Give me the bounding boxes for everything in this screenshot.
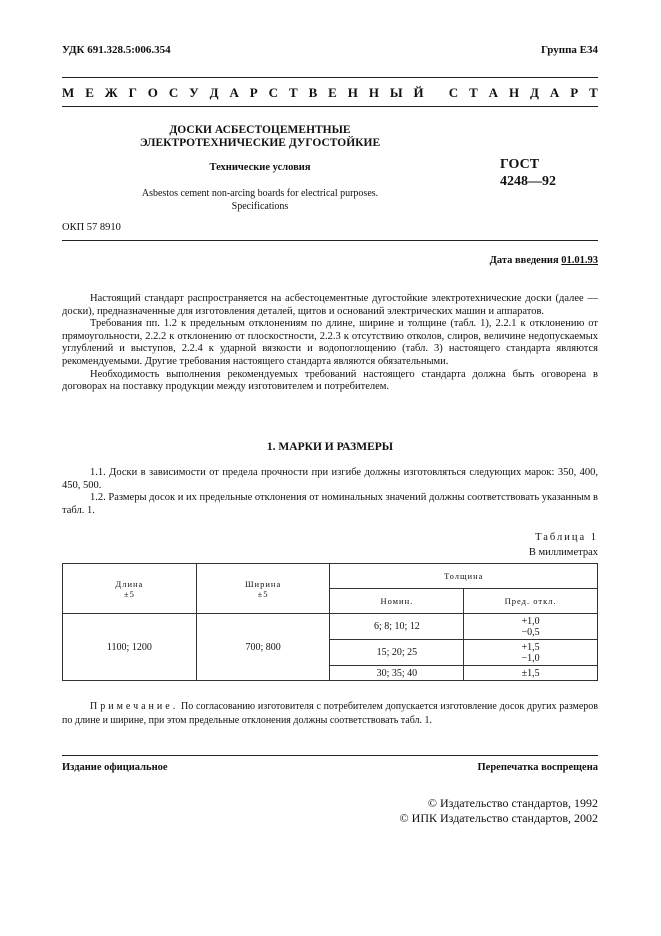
footer-rule xyxy=(62,755,598,756)
heading-letter: Ж xyxy=(104,85,118,100)
table-note xyxy=(62,700,598,728)
intro-text xyxy=(62,293,598,394)
heading-letter: Е xyxy=(85,85,94,100)
document-title xyxy=(62,124,458,150)
intro-paragraph-3: Необходимость выполнения рекомендуемых требований настоящего стандарта должна быть оговорена в договорах на поставку продукции между изготовителем и потребителем. xyxy=(62,368,598,393)
deviation-upper: +1,5 xyxy=(521,641,540,653)
introduction-date-label: Дата введения xyxy=(489,255,559,266)
introduction-date-value: 01.01.93 xyxy=(561,255,598,266)
heading-letter: С xyxy=(168,85,179,100)
heading-letter: М xyxy=(62,85,75,100)
heading-gap xyxy=(435,85,438,101)
table-caption: Таблица 1 xyxy=(535,532,598,543)
heading-rule xyxy=(62,106,598,107)
header-width xyxy=(196,564,330,614)
okp-code: ОКП 57 8910 xyxy=(62,222,121,233)
heading-letter: Ы xyxy=(389,85,403,100)
heading-letter: А xyxy=(488,85,499,100)
heading-letter: С xyxy=(268,85,279,100)
heading-letter: Р xyxy=(249,85,258,100)
heading-letter: Д xyxy=(209,85,219,100)
section-1-paragraph-1: 1.1. Доски в зависимости от предела прочности при изгибе должны изготовляться следующих марок: 350, 400, 450, 500. xyxy=(62,467,598,491)
english-title xyxy=(62,187,458,213)
heading-letter: Т xyxy=(589,85,598,100)
heading-letter: Й xyxy=(413,85,424,100)
heading-letter: А xyxy=(229,85,239,100)
gost-label: ГОСТ xyxy=(500,157,540,172)
document-subtitle: Технические условия xyxy=(209,162,311,173)
header-length xyxy=(63,564,197,614)
heading-letter: В xyxy=(308,85,318,100)
heading-letter: Е xyxy=(328,85,337,100)
cell-deviation xyxy=(464,614,598,640)
table-unit: В миллиметрах xyxy=(528,547,598,558)
intro-paragraph-2: Требования пп. 1.2 к предельным отклонениям по длине, ширине и толщине (табл. 1), 2.2.1 к отклонению от прямоугольности, 2.2.2 к отклонению от плоскостности, 2.2.3 к отсутствию отколов, слиров, величине недопускаемых углублений и выступов, 2.2.4 к ударной вязкости и водопоглощению (табл. 3) настоящего стандарта являются рекомендуемыми. Другие требования настоящего стандарта являются обязательными. xyxy=(62,318,598,367)
deviation-lower: −1,0 xyxy=(521,652,540,664)
header-deviation: Пред. откл. xyxy=(464,589,598,614)
official-edition: Издание официальное xyxy=(62,762,168,773)
group-code: Группа Е34 xyxy=(540,44,598,56)
udk-code: УДК 691.328.5:006.354 xyxy=(62,44,171,56)
heading-letter: Н xyxy=(347,85,358,100)
header-width-tolerance: ±5 xyxy=(257,588,269,599)
header-width-label: Ширина xyxy=(244,578,282,589)
heading-letter: О xyxy=(147,85,158,100)
cell-width: 700; 800 xyxy=(196,614,330,681)
table-row xyxy=(63,614,598,640)
cell-nominal: 6; 8; 10; 12 xyxy=(330,614,464,640)
header-length-label: Длина xyxy=(115,578,144,589)
title-line-2: ЭЛЕКТРОТЕХНИЧЕСКИЕ ДУГОСТОЙКИЕ xyxy=(139,137,381,149)
header-thickness: Толщина xyxy=(330,564,598,589)
cell-deviation: ±1,5 xyxy=(464,666,598,681)
gost-number: 4248—92 xyxy=(500,174,556,189)
dimensions-table xyxy=(62,563,598,681)
english-title-line-1: Asbestos cement non-arcing boards for electrical purposes. xyxy=(141,188,379,199)
heading-letter: У xyxy=(189,85,199,100)
cell-nominal: 15; 20; 25 xyxy=(330,640,464,666)
introduction-date xyxy=(490,255,598,266)
intro-paragraph-1: Настоящий стандарт распространяется на асбестоцементные дугостойкие электротехнические доски (далее — доски), предназначенные для изготовления деталей, щитов и оснований электрических машин и аппаратов. xyxy=(62,293,598,317)
heading-letter: Т xyxy=(288,85,298,100)
heading-letter: Г xyxy=(128,85,137,100)
header-nominal: Номин. xyxy=(330,589,464,614)
cell-nominal: 30; 35; 40 xyxy=(330,666,464,681)
deviation-upper: +1,0 xyxy=(521,615,540,627)
section-1-text xyxy=(62,467,598,517)
copyright-1992: © Издательство стандартов, 1992 xyxy=(427,796,598,810)
note-text: По согласованию изготовителя с потребителем допускается изготовление досок других размеров по длине и ширине, при этом предельные отклонения должны соответствовать табл. 1. xyxy=(62,701,598,726)
heading-letter: А xyxy=(549,85,560,100)
header-length-tolerance: ±5 xyxy=(123,588,135,599)
gost-designation xyxy=(500,156,600,190)
cell-length: 1100; 1200 xyxy=(63,614,197,681)
heading-letter: Т xyxy=(469,85,478,100)
heading-letter: Д xyxy=(530,85,539,100)
heading-letter: Р xyxy=(570,85,579,100)
heading-letter: Н xyxy=(508,85,520,100)
copyright-2002: © ИПК Издательство стандартов, 2002 xyxy=(399,811,598,825)
okp-rule xyxy=(62,240,598,241)
deviation-lower: −0,5 xyxy=(521,626,540,638)
english-title-line-2: Specifications xyxy=(231,201,289,212)
section-1-title: 1. МАРКИ И РАЗМЕРЫ xyxy=(266,441,394,453)
section-1-paragraph-2: 1.2. Размеры досок и их предельные отклонения от номинальных значений должны соответствовать указанным в табл. 1. xyxy=(62,492,598,516)
reprint-prohibited: Перепечатка воспрещена xyxy=(477,762,598,773)
heading-letter: С xyxy=(448,85,459,100)
top-rule xyxy=(62,77,598,78)
title-line-1: ДОСКИ АСБЕСТОЦЕМЕНТНЫЕ xyxy=(169,124,351,136)
interstate-standard-heading xyxy=(62,85,598,101)
heading-letter: Н xyxy=(368,85,379,100)
cell-deviation xyxy=(464,640,598,666)
note-label: Примечание. xyxy=(90,701,179,712)
copyright-block xyxy=(400,796,598,826)
